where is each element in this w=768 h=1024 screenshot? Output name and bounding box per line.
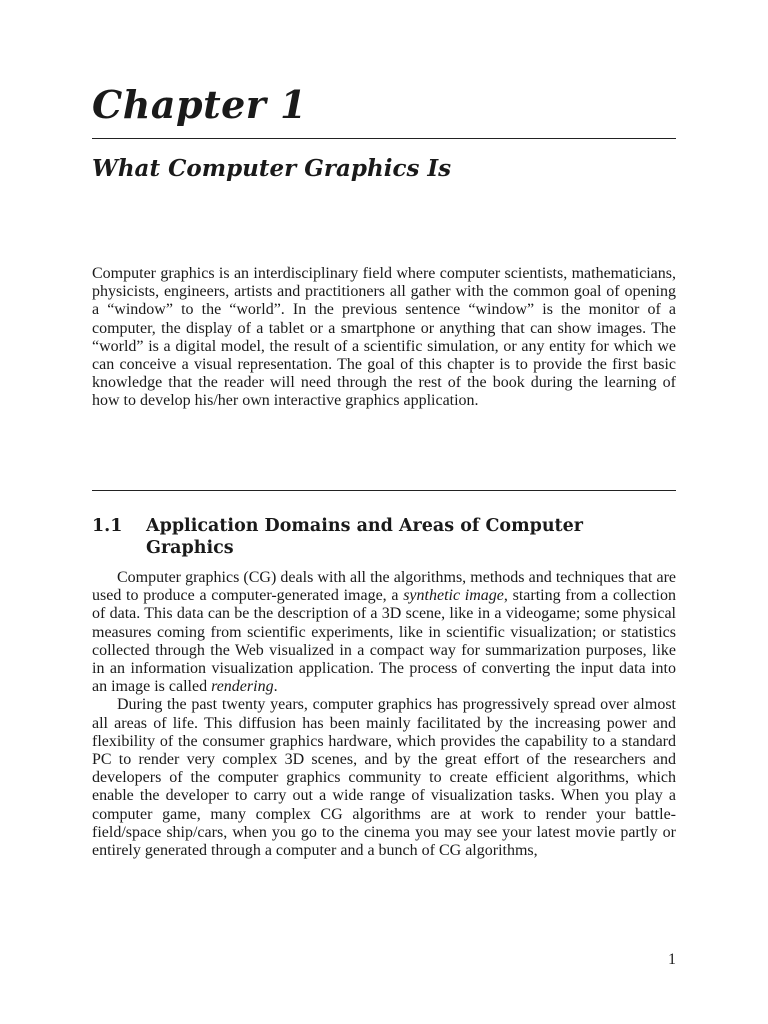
body-paragraph: During the past twenty years, computer graphics has progressively spread over almost all areas of life. This diffusion has been mainly facilitated by the increasing power and flexibility of the consumer graphics hardware, which provides the capability to a standard PC to render very complex 3D scenes, and by the great effort of the researchers and developers of the computer graphics community to create efficient algorithms, which enable the developer to carry out a wide range of visualization tasks. When you play a computer game, many complex CG algorithms are at work to render your battle-field/space ship/cars, when you go to the cinema you may see your latest movie partly or entirely generated through a computer and a bunch of CG algorithms, xyxy=(92,696,676,860)
section-title: Application Domains and Areas of Computer Graphics xyxy=(146,516,583,558)
chapter-label: Chapter 1 xyxy=(92,82,307,127)
section-number: 1.1 xyxy=(92,516,123,536)
section-body xyxy=(92,569,676,860)
body-text: . xyxy=(273,678,278,696)
page-number: 1 xyxy=(668,951,676,968)
body-text: , starting from a collection of data. This data can be the description of a 3D scene, like in a videogame; some physical measures coming from scientific experiments, like in scientific visualization; or statistics collected through the Web visualized in a compact way for summarization purposes, like in an information visualization application. The process of converting the input data into an image is called xyxy=(92,587,676,696)
emphasis-term: synthetic image xyxy=(403,587,504,605)
body-text: Computer graphics (CG) deals with all the algorithms, methods and techniques that are used to produce a computer-generated image, a xyxy=(92,569,676,605)
section-heading xyxy=(92,515,676,559)
emphasis-term: rendering xyxy=(211,678,274,696)
book-page xyxy=(92,0,676,1024)
body-paragraph xyxy=(92,569,676,696)
chapter-rule xyxy=(92,138,676,139)
chapter-title: What Computer Graphics Is xyxy=(92,155,452,182)
chapter-abstract: Computer graphics is an interdisciplinary field where computer scientists, mathematicians, physicists, engineers, artists and practitioners all gather with the common goal of opening a “window” to the “world”. In the previous sentence “window” is the monitor of a computer, the display of a tablet or a smartphone or anything that can show images. The “world” is a digital model, the result of a scientific simulation, or any entity for which we can conceive a visual representation. The goal of this chapter is to provide the first basic knowledge that the reader will need through the rest of the book during the learning of how to develop his/her own interactive graphics application. xyxy=(92,265,676,410)
section-divider xyxy=(92,490,676,491)
